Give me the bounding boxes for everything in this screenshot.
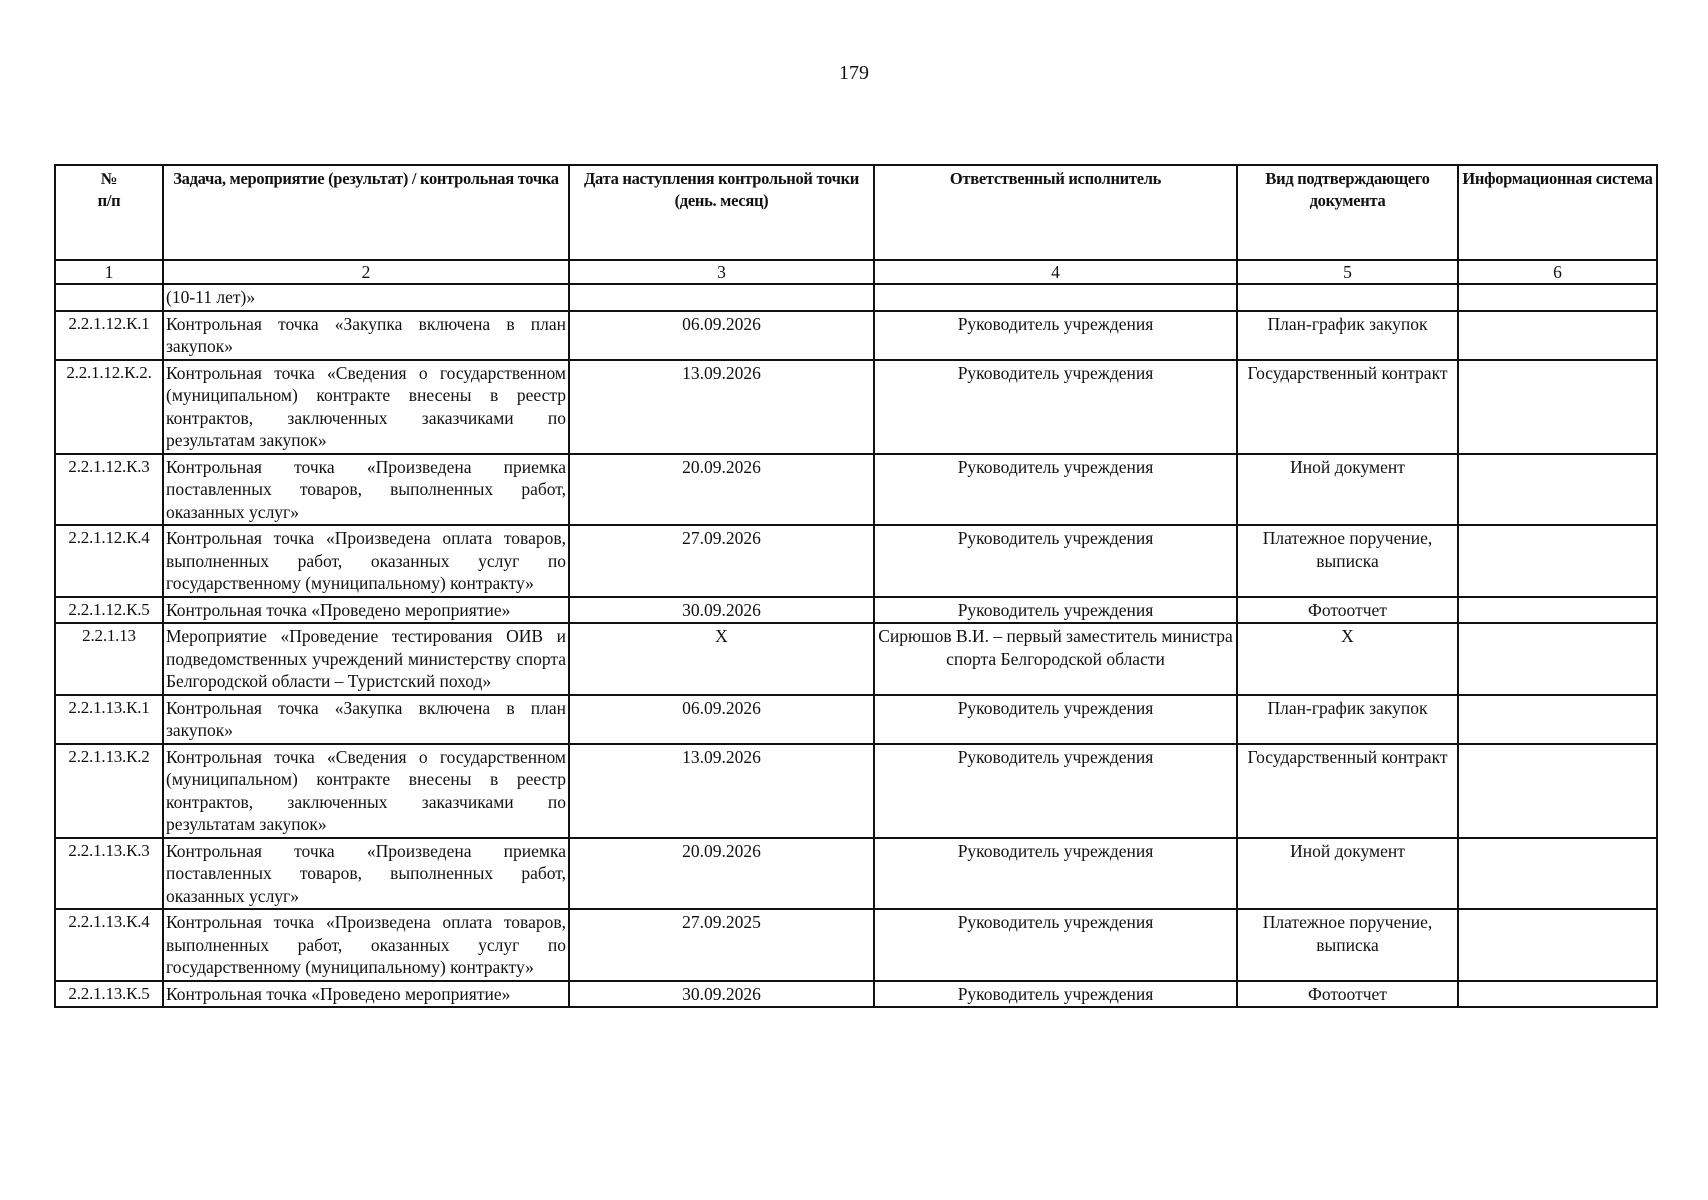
row-number: 2.2.1.13.К.5 <box>55 981 163 1008</box>
column-number: 3 <box>569 260 874 284</box>
table-row <box>55 360 1657 454</box>
row-system <box>1458 360 1657 454</box>
row-system <box>1458 311 1657 360</box>
row-responsible: Руководитель учреждения <box>874 597 1237 624</box>
header-document: Вид подтверждающего документа <box>1237 165 1458 260</box>
row-date: Х <box>569 623 874 695</box>
row-responsible: Руководитель учреждения <box>874 311 1237 360</box>
table-row <box>55 311 1657 360</box>
row-responsible: Руководитель учреждения <box>874 525 1237 597</box>
row-date: 20.09.2026 <box>569 454 874 526</box>
page-number: 179 <box>839 62 869 84</box>
row-number: 2.2.1.12.К.3 <box>55 454 163 526</box>
row-date <box>569 284 874 311</box>
column-number: 6 <box>1458 260 1657 284</box>
header-task: Задача, мероприятие (результат) / контрольная точка <box>163 165 569 260</box>
row-number <box>55 284 163 311</box>
row-number: 2.2.1.12.К.1 <box>55 311 163 360</box>
table-header-row <box>55 165 1657 260</box>
row-system <box>1458 744 1657 838</box>
row-responsible: Руководитель учреждения <box>874 981 1237 1008</box>
row-document: Х <box>1237 623 1458 695</box>
row-responsible: Руководитель учреждения <box>874 838 1237 910</box>
row-document: Платежное поручение, выписка <box>1237 909 1458 981</box>
row-task: Контрольная точка «Закупка включена в план закупок» <box>163 311 569 360</box>
row-system <box>1458 454 1657 526</box>
row-system <box>1458 838 1657 910</box>
row-task: Мероприятие «Проведение тестирования ОИВ и подведомственных учреждений министерству спорта Белгородской области – Туристский поход» <box>163 623 569 695</box>
row-date: 20.09.2026 <box>569 838 874 910</box>
row-number: 2.2.1.13.К.2 <box>55 744 163 838</box>
row-system <box>1458 623 1657 695</box>
row-date: 30.09.2026 <box>569 597 874 624</box>
row-responsible <box>874 284 1237 311</box>
row-task: Контрольная точка «Произведена оплата товаров, выполненных работ, оказанных услуг по государственному (муниципальному) контракту» <box>163 525 569 597</box>
row-task: Контрольная точка «Закупка включена в план закупок» <box>163 695 569 744</box>
row-number: 2.2.1.13.К.1 <box>55 695 163 744</box>
row-task: Контрольная точка «Проведено мероприятие» <box>163 981 569 1008</box>
table-row <box>55 623 1657 695</box>
row-date: 27.09.2025 <box>569 909 874 981</box>
table-row <box>55 744 1657 838</box>
table-row <box>55 909 1657 981</box>
row-number: 2.2.1.13.К.3 <box>55 838 163 910</box>
header-system: Информационная система <box>1458 165 1657 260</box>
row-document: Государственный контракт <box>1237 360 1458 454</box>
row-date: 30.09.2026 <box>569 981 874 1008</box>
header-date: Дата наступления контрольной точки (день. месяц) <box>569 165 874 260</box>
row-document: Платежное поручение, выписка <box>1237 525 1458 597</box>
row-system <box>1458 597 1657 624</box>
row-responsible: Руководитель учреждения <box>874 695 1237 744</box>
checkpoints-table <box>54 164 1658 1008</box>
row-document: Иной документ <box>1237 838 1458 910</box>
row-responsible: Руководитель учреждения <box>874 454 1237 526</box>
row-task: (10-11 лет)» <box>163 284 569 311</box>
row-task: Контрольная точка «Проведено мероприятие» <box>163 597 569 624</box>
row-responsible: Сирюшов В.И. – первый заместитель министра спорта Белгородской области <box>874 623 1237 695</box>
row-task: Контрольная точка «Сведения о государственном (муниципальном) контракте внесены в реестр контрактов, заключенных заказчиками по результатам закупок» <box>163 360 569 454</box>
table-row <box>55 525 1657 597</box>
row-document: Фотоотчет <box>1237 981 1458 1008</box>
row-date: 06.09.2026 <box>569 311 874 360</box>
row-document: Иной документ <box>1237 454 1458 526</box>
column-number: 2 <box>163 260 569 284</box>
row-document <box>1237 284 1458 311</box>
table-row <box>55 838 1657 910</box>
column-numbers-row <box>55 260 1657 284</box>
table-row <box>55 284 1657 311</box>
row-document: Государственный контракт <box>1237 744 1458 838</box>
row-number: 2.2.1.12.К.5 <box>55 597 163 624</box>
table-row <box>55 454 1657 526</box>
header-number: № п/п <box>55 165 163 260</box>
row-date: 27.09.2026 <box>569 525 874 597</box>
table-row <box>55 981 1657 1008</box>
column-number: 4 <box>874 260 1237 284</box>
row-system <box>1458 981 1657 1008</box>
table-row <box>55 695 1657 744</box>
row-number: 2.2.1.12.К.2. <box>55 360 163 454</box>
row-number: 2.2.1.13 <box>55 623 163 695</box>
header-responsible: Ответственный исполнитель <box>874 165 1237 260</box>
row-number: 2.2.1.13.К.4 <box>55 909 163 981</box>
row-date: 06.09.2026 <box>569 695 874 744</box>
row-date: 13.09.2026 <box>569 360 874 454</box>
column-number: 5 <box>1237 260 1458 284</box>
row-task: Контрольная точка «Произведена приемка поставленных товаров, выполненных работ, оказанных услуг» <box>163 454 569 526</box>
row-responsible: Руководитель учреждения <box>874 909 1237 981</box>
row-system <box>1458 909 1657 981</box>
row-number: 2.2.1.12.К.4 <box>55 525 163 597</box>
row-document: План-график закупок <box>1237 311 1458 360</box>
row-task: Контрольная точка «Сведения о государственном (муниципальном) контракте внесены в реестр контрактов, заключенных заказчиками по результатам закупок» <box>163 744 569 838</box>
table-row <box>55 597 1657 624</box>
row-system <box>1458 525 1657 597</box>
row-task: Контрольная точка «Произведена приемка поставленных товаров, выполненных работ, оказанных услуг» <box>163 838 569 910</box>
row-responsible: Руководитель учреждения <box>874 744 1237 838</box>
row-task: Контрольная точка «Произведена оплата товаров, выполненных работ, оказанных услуг по государственному (муниципальному) контракту» <box>163 909 569 981</box>
row-system <box>1458 284 1657 311</box>
row-system <box>1458 695 1657 744</box>
column-number: 1 <box>55 260 163 284</box>
row-document: План-график закупок <box>1237 695 1458 744</box>
row-document: Фотоотчет <box>1237 597 1458 624</box>
row-responsible: Руководитель учреждения <box>874 360 1237 454</box>
row-date: 13.09.2026 <box>569 744 874 838</box>
